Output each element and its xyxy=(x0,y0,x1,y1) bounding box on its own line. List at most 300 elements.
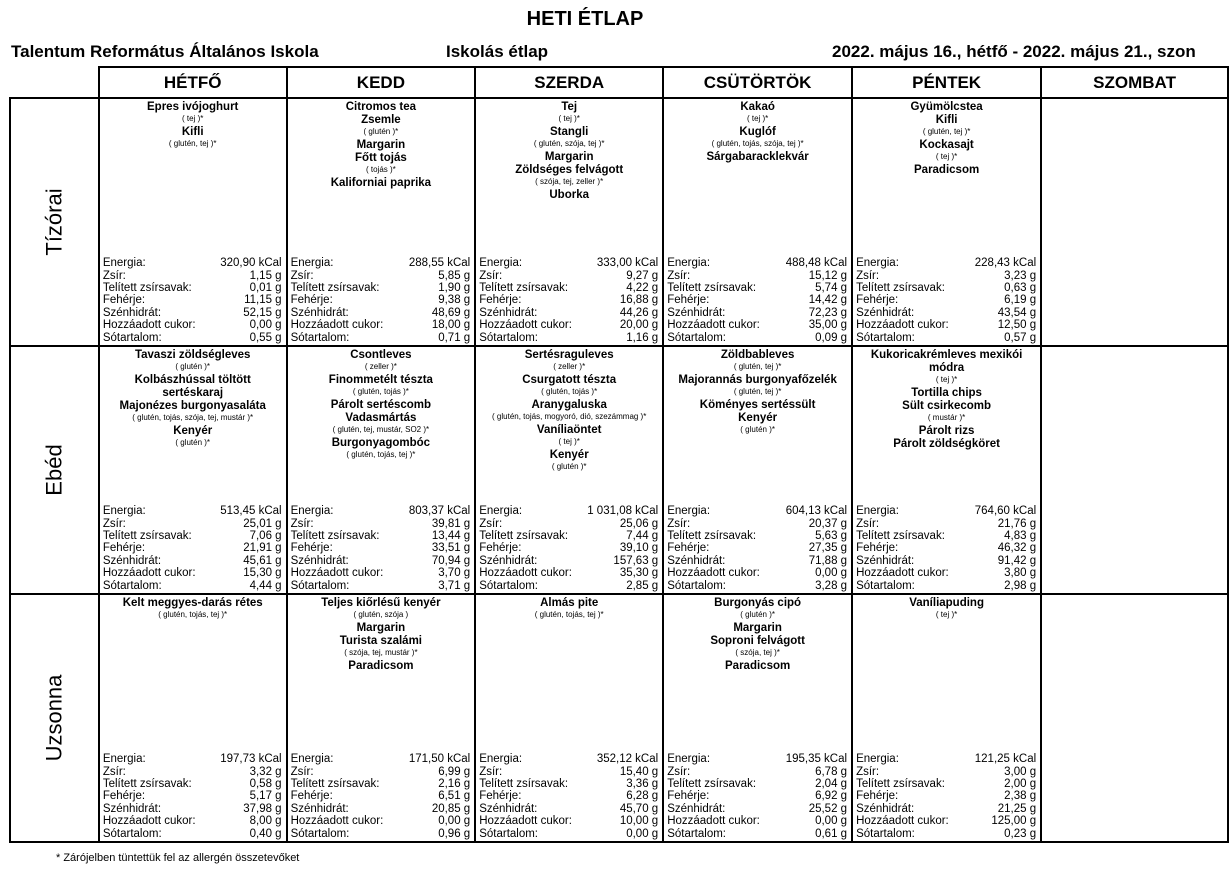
nutrient-label: Zsír: xyxy=(290,269,314,282)
nutrient-value: 333,00 kCal xyxy=(596,257,659,270)
dish-allergens: ( tej )* xyxy=(935,610,958,619)
nutrient-value: 6,28 g xyxy=(626,790,659,803)
nutrient-value: 14,42 g xyxy=(808,294,848,307)
dish-list xyxy=(1042,99,1227,101)
menu-cell-content xyxy=(100,347,286,593)
menu-cell xyxy=(1041,346,1228,594)
nutrient-value: 8,00 g xyxy=(249,815,282,828)
nutrient-value: 3,71 g xyxy=(438,579,471,592)
nutrient-value: 11,15 g xyxy=(244,294,282,307)
nutrition-facts xyxy=(856,505,1036,592)
menu-cell xyxy=(475,594,663,842)
nutrient-label: Telített zsírsavak: xyxy=(290,777,380,790)
dish-allergens: ( glutén, tojás, tej )* xyxy=(534,610,604,619)
nutrition-row xyxy=(103,580,282,592)
nutrition-row xyxy=(856,530,1036,542)
nutrient-value: 6,51 g xyxy=(438,790,471,803)
nutrition-row xyxy=(291,753,471,765)
menu-cell-content xyxy=(853,595,1040,841)
nutrition-row xyxy=(103,555,282,567)
dish-list xyxy=(1042,595,1227,597)
nutrient-label: Zsír: xyxy=(667,517,691,530)
nutrition-row xyxy=(103,778,282,790)
dish-name: Párolt rizs xyxy=(918,425,975,437)
nutrient-label: Energia: xyxy=(290,505,334,518)
nutrient-label: Fehérje: xyxy=(667,542,710,555)
nutrition-row xyxy=(291,828,471,840)
menu-cell xyxy=(852,594,1041,842)
nutrient-label: Szénhidrát: xyxy=(479,802,538,815)
dish-name: Epres ivójoghurt xyxy=(147,101,239,113)
menu-cell xyxy=(663,346,852,594)
nutrition-row xyxy=(291,815,471,827)
nutrient-value: 2,00 g xyxy=(1004,777,1037,790)
nutrition-row xyxy=(667,778,847,790)
nutrition-row xyxy=(856,307,1036,319)
nutrient-value: 91,42 g xyxy=(997,554,1037,567)
nutrition-row xyxy=(856,790,1036,802)
nutrient-label: Sótartalom: xyxy=(102,827,162,840)
dish-name: Kolbászhússal töltött sertéskaraj xyxy=(134,374,251,399)
nutrition-row xyxy=(667,815,847,827)
nutrient-value: 20,37 g xyxy=(808,517,848,530)
nutrient-value: 6,78 g xyxy=(815,765,848,778)
nutrition-row xyxy=(667,828,847,840)
nutrient-value: 0,61 g xyxy=(815,827,848,840)
day-header: CSÜTÖRTÖK xyxy=(663,67,852,98)
menu-cell xyxy=(287,346,476,594)
dish-list xyxy=(476,99,662,202)
nutrition-row xyxy=(667,257,847,269)
nutrient-label: Zsír: xyxy=(667,765,691,778)
nutrient-value: 10,00 g xyxy=(619,815,659,828)
dish-name: Kakaó xyxy=(740,101,775,113)
nutrient-value: 288,55 kCal xyxy=(408,257,471,270)
meal-label-cell xyxy=(10,594,99,842)
nutrient-value: 1,90 g xyxy=(438,281,471,294)
nutrition-row xyxy=(479,530,658,542)
dish-allergens: ( tej )* xyxy=(935,152,958,161)
nutrition-facts xyxy=(479,753,658,840)
nutrition-row xyxy=(856,294,1036,306)
nutrient-label: Energia: xyxy=(479,257,523,270)
nutrient-value: 0,01 g xyxy=(249,281,282,294)
dish-name: Sült csirkecomb xyxy=(902,400,992,412)
nutrient-value: 9,27 g xyxy=(626,269,659,282)
dish-list xyxy=(476,347,662,471)
nutrient-label: Fehérje: xyxy=(479,542,522,555)
menu-cell-content xyxy=(1042,99,1227,345)
nutrient-value: 16,88 g xyxy=(619,294,659,307)
dish-allergens: ( glutén )* xyxy=(175,362,211,371)
menu-cell xyxy=(99,346,287,594)
nutrition-row xyxy=(103,530,282,542)
dish-name: Margarin xyxy=(356,139,406,151)
nutrient-label: Zsír: xyxy=(290,517,314,530)
nutrient-value: 39,81 g xyxy=(431,517,471,530)
nutrient-label: Fehérje: xyxy=(667,790,710,803)
nutrition-facts xyxy=(667,505,847,592)
nutrient-label: Telített zsírsavak: xyxy=(290,529,380,542)
dish-name: Csontleves xyxy=(350,349,412,361)
page-title: HETI ÉTLAP xyxy=(526,8,644,30)
nutrition-row xyxy=(103,505,282,517)
menu-cell-content xyxy=(288,99,475,345)
nutrient-value: 12,50 g xyxy=(997,319,1037,332)
nutrient-value: 25,52 g xyxy=(808,802,848,815)
nutrient-label: Sótartalom: xyxy=(856,331,915,344)
nutrient-value: 0,00 g xyxy=(626,827,659,840)
nutrition-row xyxy=(856,319,1036,331)
dish-allergens: ( glutén, szója, tej )* xyxy=(533,139,605,148)
nutrition-row xyxy=(103,518,282,530)
dish-list xyxy=(288,595,475,673)
dish-name: Kifli xyxy=(935,114,958,126)
day-header: PÉNTEK xyxy=(852,67,1041,98)
nutrition-row xyxy=(479,294,658,306)
menu-cell-content xyxy=(288,347,475,593)
nutrition-row xyxy=(103,294,282,306)
dish-list xyxy=(853,99,1040,177)
nutrient-label: Hozzáadott cukor: xyxy=(667,319,760,332)
nutrient-label: Szénhidrát: xyxy=(290,306,349,319)
nutrition-row xyxy=(667,555,847,567)
dish-allergens: ( glutén, tej )* xyxy=(733,387,782,396)
nutrition-row xyxy=(856,332,1036,344)
dish-name: Finommetélt tészta xyxy=(328,374,433,386)
dish-name: Burgonyás cipó xyxy=(714,597,802,609)
dish-name: Sárgabaracklekvár xyxy=(706,151,809,163)
nutrition-row xyxy=(291,778,471,790)
nutrition-row xyxy=(856,505,1036,517)
nutrition-row xyxy=(103,332,282,344)
nutrient-value: 25,01 g xyxy=(243,517,282,530)
menu-cell xyxy=(475,346,663,594)
nutrition-row xyxy=(667,567,847,579)
nutrient-value: 15,12 g xyxy=(808,269,848,282)
nutrient-value: 4,22 g xyxy=(626,281,659,294)
nutrient-label: Sótartalom: xyxy=(479,579,539,592)
dish-list xyxy=(100,99,286,148)
meal-label: Uzsonna xyxy=(41,674,67,762)
nutrient-value: 121,25 kCal xyxy=(974,753,1037,766)
dish-allergens: ( glutén )* xyxy=(551,462,587,471)
nutrient-value: 3,32 g xyxy=(249,765,282,778)
nutrient-value: 157,63 g xyxy=(613,554,659,567)
nutrient-label: Fehérje: xyxy=(290,294,333,307)
dish-allergens: ( szója, tej, mustár )* xyxy=(344,648,418,657)
nutrient-value: 70,94 g xyxy=(431,554,471,567)
nutrition-row xyxy=(291,766,471,778)
dish-name: Zsemle xyxy=(361,114,401,126)
nutrition-row xyxy=(667,753,847,765)
nutrient-label: Fehérje: xyxy=(667,294,710,307)
dish-list xyxy=(100,347,286,447)
nutrient-value: 9,38 g xyxy=(438,294,471,307)
date-range: 2022. május 16., hétfő - 2022. május 21., szon xyxy=(832,42,1196,61)
nutrition-row xyxy=(856,803,1036,815)
nutrient-label: Hozzáadott cukor: xyxy=(856,567,949,580)
dish-name: Sertésraguleves xyxy=(524,349,614,361)
nutrition-row xyxy=(856,580,1036,592)
nutrient-value: 21,25 g xyxy=(997,802,1037,815)
nutrition-row xyxy=(103,803,282,815)
nutrient-label: Zsír: xyxy=(856,765,880,778)
menu-cell-content xyxy=(100,99,286,345)
dish-list xyxy=(664,347,851,434)
dish-name: Margarin xyxy=(544,151,594,163)
nutrition-row xyxy=(856,778,1036,790)
nutrition-row xyxy=(856,555,1036,567)
dish-name: Tej xyxy=(561,101,578,113)
nutrient-label: Szénhidrát: xyxy=(102,306,162,319)
nutrient-value: 0,63 g xyxy=(1004,281,1037,294)
nutrient-value: 3,36 g xyxy=(626,777,659,790)
nutrient-value: 0,57 g xyxy=(1004,331,1037,344)
nutrient-label: Energia: xyxy=(479,753,523,766)
nutrient-value: 4,44 g xyxy=(249,579,282,592)
nutrient-label: Hozzáadott cukor: xyxy=(856,319,949,332)
nutrition-row xyxy=(667,332,847,344)
corner-cell xyxy=(10,67,99,98)
nutrition-facts xyxy=(667,257,847,344)
menu-cell-content xyxy=(664,99,851,345)
nutrition-facts xyxy=(479,505,658,592)
nutrient-label: Sótartalom: xyxy=(479,331,539,344)
nutrition-row xyxy=(291,555,471,567)
nutrition-row xyxy=(291,270,471,282)
nutrient-label: Energia: xyxy=(856,505,899,518)
dish-allergens: ( glutén, tej )* xyxy=(733,362,782,371)
nutrition-row xyxy=(667,790,847,802)
nutrient-value: 39,10 g xyxy=(619,542,659,555)
nutrient-label: Hozzáadott cukor: xyxy=(290,319,384,332)
nutrient-value: 15,40 g xyxy=(619,765,659,778)
nutrient-value: 125,00 g xyxy=(991,815,1037,828)
nutrition-row xyxy=(479,778,658,790)
menu-cell-content xyxy=(1042,595,1227,841)
dish-name: Csurgatott tészta xyxy=(522,374,617,386)
nutrient-value: 27,35 g xyxy=(808,542,848,555)
nutrient-label: Szénhidrát: xyxy=(667,802,726,815)
nutrient-value: 5,85 g xyxy=(438,269,471,282)
menu-cell-content xyxy=(476,99,662,345)
nutrient-value: 0,09 g xyxy=(815,331,848,344)
nutrition-row xyxy=(856,815,1036,827)
nutrient-label: Fehérje: xyxy=(102,542,146,555)
nutrient-value: 352,12 kCal xyxy=(596,753,659,766)
menu-cell xyxy=(663,98,852,346)
nutrition-row xyxy=(856,518,1036,530)
nutrient-label: Szénhidrát: xyxy=(479,306,538,319)
nutrient-value: 6,19 g xyxy=(1004,294,1037,307)
menu-cell xyxy=(852,346,1041,594)
menu-cell-content xyxy=(288,595,475,841)
nutrition-row xyxy=(479,555,658,567)
dish-name: Burgonyagombóc xyxy=(331,437,431,449)
nutrient-label: Sótartalom: xyxy=(856,579,915,592)
dish-allergens: ( zeller )* xyxy=(364,362,397,371)
nutrient-label: Hozzáadott cukor: xyxy=(102,567,196,580)
nutrition-row xyxy=(856,766,1036,778)
menu-cell-content xyxy=(476,347,662,593)
meal-row xyxy=(10,98,1228,346)
dish-name: Kockasajt xyxy=(919,139,974,151)
nutrition-row xyxy=(479,518,658,530)
nutrient-label: Telített zsírsavak: xyxy=(479,281,569,294)
nutrition-row xyxy=(856,567,1036,579)
nutrient-label: Fehérje: xyxy=(290,790,333,803)
nutrient-label: Fehérje: xyxy=(290,542,333,555)
nutrient-value: 0,40 g xyxy=(249,827,282,840)
nutrient-label: Sótartalom: xyxy=(102,579,162,592)
dish-allergens: ( tej )* xyxy=(558,437,580,446)
nutrition-facts xyxy=(856,753,1036,840)
dish-name: Kifli xyxy=(181,126,204,138)
nutrition-row xyxy=(856,257,1036,269)
nutrition-facts xyxy=(856,257,1036,344)
meal-label: Ebéd xyxy=(41,444,67,496)
nutrient-label: Hozzáadott cukor: xyxy=(667,815,760,828)
nutrition-row xyxy=(479,753,658,765)
dish-name: Vaníliaöntet xyxy=(536,424,602,436)
nutrient-value: 0,23 g xyxy=(1004,827,1037,840)
nutrient-label: Hozzáadott cukor: xyxy=(479,567,572,580)
dish-name: Majonézes burgonyasaláta xyxy=(119,400,266,412)
nutrition-facts xyxy=(291,505,471,592)
menu-cell-content xyxy=(664,347,851,593)
nutrient-label: Zsír: xyxy=(102,269,126,282)
nutrient-value: 0,71 g xyxy=(438,331,471,344)
nutrient-label: Energia: xyxy=(667,505,711,518)
nutrient-label: Telített zsírsavak: xyxy=(102,777,192,790)
nutrient-label: Telített zsírsavak: xyxy=(290,281,380,294)
nutrient-label: Szénhidrát: xyxy=(479,554,538,567)
menu-cell xyxy=(852,98,1041,346)
dish-allergens: ( tej )* xyxy=(558,114,580,123)
nutrient-label: Sótartalom: xyxy=(290,827,350,840)
nutrient-label: Energia: xyxy=(856,257,899,270)
nutrient-label: Hozzáadott cukor: xyxy=(479,319,572,332)
nutrition-row xyxy=(103,567,282,579)
nutrient-value: 3,23 g xyxy=(1004,269,1037,282)
dish-name: Uborka xyxy=(549,189,589,201)
nutrient-label: Telített zsírsavak: xyxy=(479,529,569,542)
nutrient-label: Hozzáadott cukor: xyxy=(102,815,196,828)
nutrient-label: Sótartalom: xyxy=(856,827,915,840)
nutrient-label: Energia: xyxy=(667,753,711,766)
dish-name: Párolt sertéscomb xyxy=(330,399,432,411)
nutrition-row xyxy=(291,307,471,319)
dish-allergens: ( zeller )* xyxy=(553,362,586,371)
nutrient-value: 1 031,08 kCal xyxy=(587,505,659,518)
nutrient-label: Zsír: xyxy=(667,269,691,282)
day-header: SZERDA xyxy=(475,67,663,98)
nutrient-label: Hozzáadott cukor: xyxy=(102,319,196,332)
nutrition-row xyxy=(479,307,658,319)
nutrition-row xyxy=(479,815,658,827)
nutrition-row xyxy=(291,518,471,530)
nutrition-row xyxy=(291,530,471,542)
nutrient-label: Szénhidrát: xyxy=(102,802,162,815)
nutrient-label: Telített zsírsavak: xyxy=(667,777,757,790)
nutrient-value: 604,13 kCal xyxy=(785,505,848,518)
nutrient-label: Sótartalom: xyxy=(667,827,726,840)
nutrient-label: Zsír: xyxy=(479,269,503,282)
dish-name: Kelt meggyes-darás rétes xyxy=(122,597,263,609)
dish-name: Margarin xyxy=(356,622,406,634)
nutrient-label: Telített zsírsavak: xyxy=(102,281,192,294)
nutrition-facts xyxy=(667,753,847,840)
nutrient-value: 0,55 g xyxy=(249,331,282,344)
nutrient-value: 3,80 g xyxy=(1004,567,1037,580)
nutrient-label: Telített zsírsavak: xyxy=(667,529,757,542)
nutrition-row xyxy=(667,319,847,331)
nutrient-label: Zsír: xyxy=(856,269,880,282)
nutrient-label: Hozzáadott cukor: xyxy=(856,815,949,828)
nutrition-row xyxy=(667,542,847,554)
nutrient-label: Zsír: xyxy=(102,765,126,778)
nutrient-value: 44,26 g xyxy=(619,306,659,319)
menu-cell-content xyxy=(1042,347,1227,593)
dish-allergens: ( tej )* xyxy=(182,114,204,123)
nutrient-value: 488,48 kCal xyxy=(785,257,848,270)
nutrient-value: 5,17 g xyxy=(249,790,282,803)
dish-name: Turista szalámi xyxy=(339,635,423,647)
nutrition-row xyxy=(667,294,847,306)
nutrient-value: 5,74 g xyxy=(815,281,848,294)
nutrient-label: Energia: xyxy=(479,505,523,518)
nutrition-row xyxy=(291,580,471,592)
nutrient-label: Zsír: xyxy=(479,765,503,778)
nutrition-row xyxy=(479,790,658,802)
nutrient-label: Sótartalom: xyxy=(290,331,350,344)
nutrient-value: 171,50 kCal xyxy=(408,753,471,766)
dish-name: Kaliforniai paprika xyxy=(330,177,432,189)
menu-cell xyxy=(287,594,476,842)
nutrient-label: Sótartalom: xyxy=(667,579,726,592)
dish-list xyxy=(664,595,851,673)
nutrient-label: Fehérje: xyxy=(856,790,899,803)
nutrient-label: Szénhidrát: xyxy=(102,554,162,567)
nutrition-row xyxy=(667,518,847,530)
nutrient-label: Telített zsírsavak: xyxy=(479,777,569,790)
weekly-menu-table xyxy=(9,66,1229,843)
nutrient-label: Zsír: xyxy=(856,517,880,530)
dish-name: Paradicsom xyxy=(914,164,980,176)
nutrient-label: Hozzáadott cukor: xyxy=(290,815,384,828)
dish-name: Citromos tea xyxy=(345,101,417,113)
dish-allergens: ( glutén, tej )* xyxy=(168,139,217,148)
dish-name: Soproni felvágott xyxy=(710,635,805,647)
nutrient-value: 1,15 g xyxy=(249,269,282,282)
dish-allergens: ( glutén, tojás, tej )* xyxy=(346,450,416,459)
nutrition-facts xyxy=(291,257,471,344)
nutrient-label: Szénhidrát: xyxy=(856,306,915,319)
nutrition-row xyxy=(291,332,471,344)
nutrition-row xyxy=(479,542,658,554)
nutrient-value: 3,00 g xyxy=(1004,765,1037,778)
menu-cell xyxy=(475,98,663,346)
nutrient-label: Sótartalom: xyxy=(290,579,350,592)
menu-cell xyxy=(99,594,287,842)
nutrient-label: Zsír: xyxy=(102,517,126,530)
dish-allergens: ( glutén, tojás, tej )* xyxy=(158,610,228,619)
nutrient-value: 0,96 g xyxy=(438,827,471,840)
dish-allergens: ( glutén, tojás )* xyxy=(541,387,598,396)
dish-allergens: ( glutén, tojás )* xyxy=(352,387,409,396)
nutrition-row xyxy=(479,282,658,294)
